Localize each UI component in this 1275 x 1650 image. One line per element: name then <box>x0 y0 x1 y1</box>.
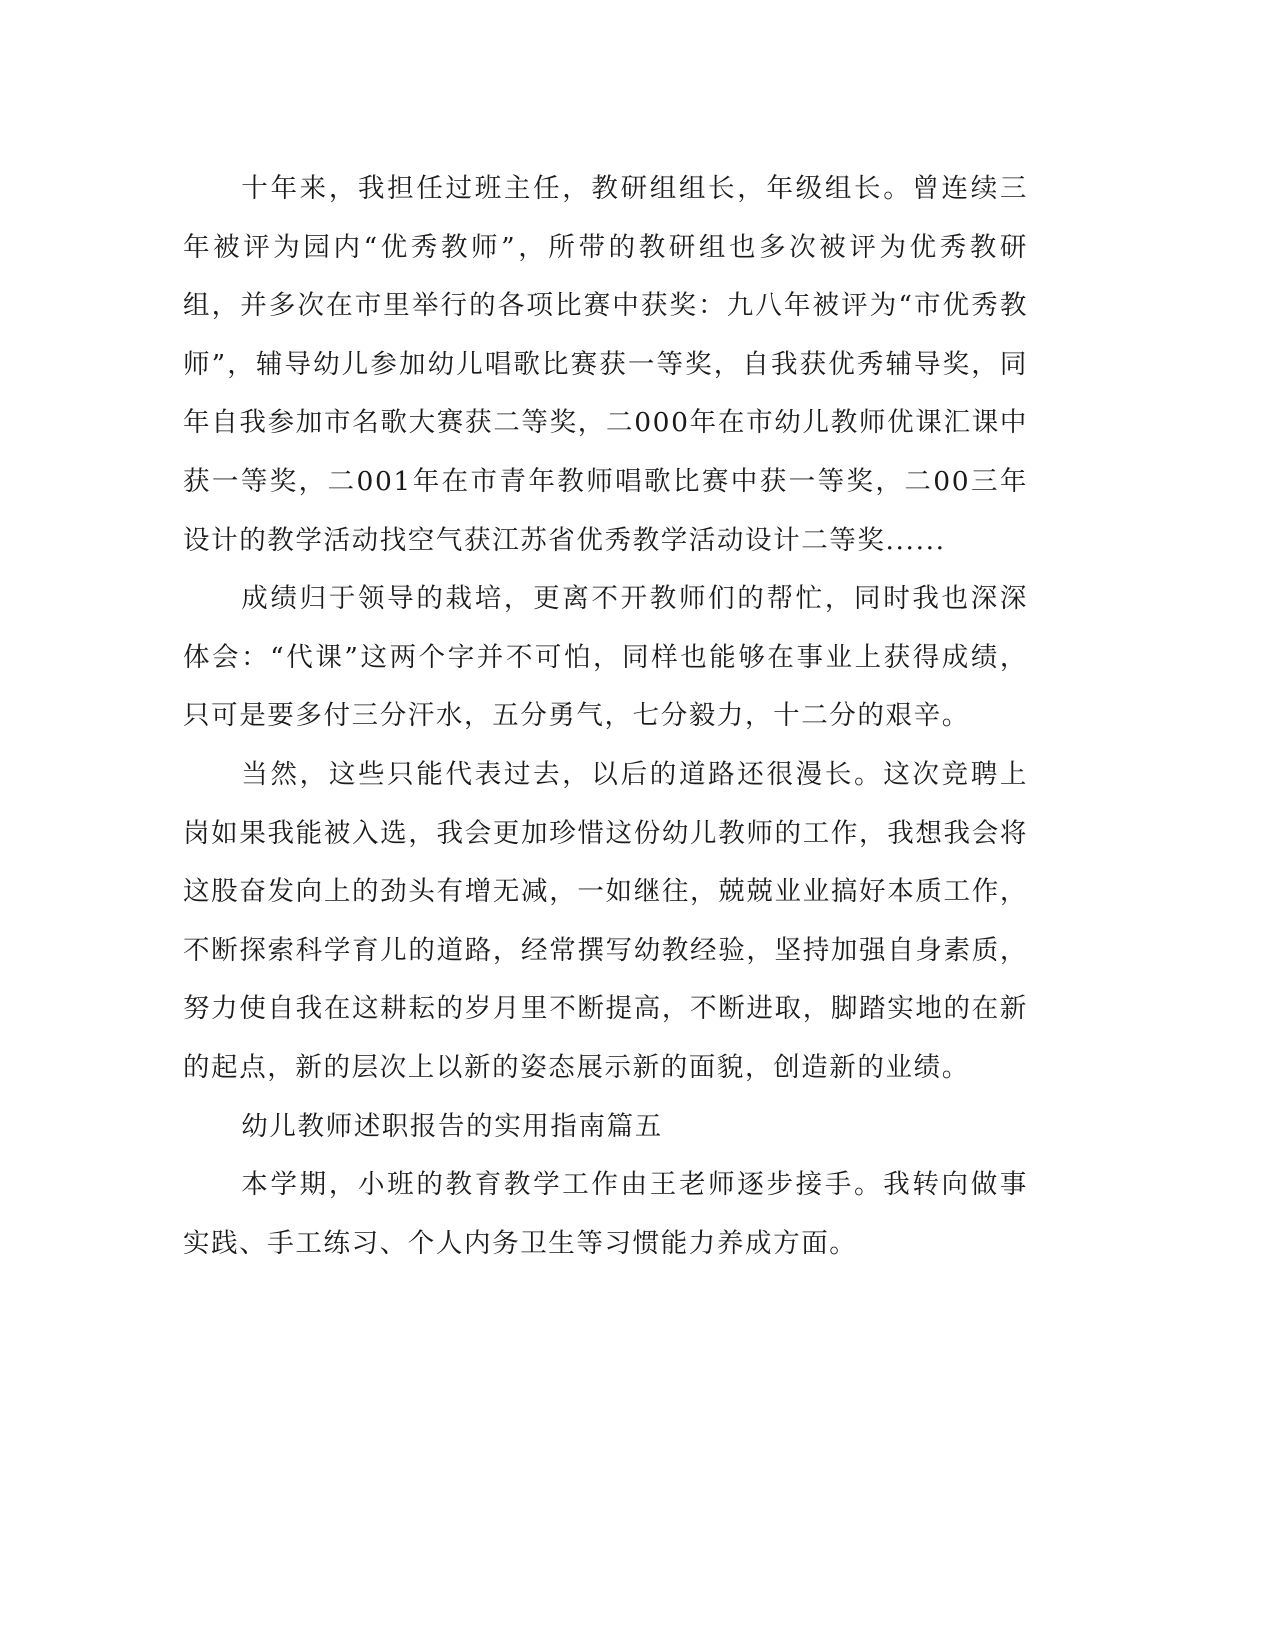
document-body <box>183 160 1028 1273</box>
paragraph-semester: 本学期，小班的教育教学工作由王老师逐步接手。我转向做事实践、手工练习、个人内务卫生等习惯能力养成方面。 <box>183 1169 1028 1259</box>
paragraph-achievements: 十年来，我担任过班主任，教研组组长，年级组长。曾连续三年被评为园内“优秀教师”，所带的教研组也多次被评为优秀教研组，并多次在市里举行的各项比赛中获奖：九八年被评为“市优秀教师”，辅导幼儿参加幼儿唱歌比赛获一等奖，自我获优秀辅导奖，同年自我参加市名歌大赛获二等奖，二000年在市幼儿教师优课汇课中获一等奖，二001年在市青年教师唱歌比赛中获一等奖，二00三年设计的教学活动找空气获江苏省优秀教学活动设计二等奖...... <box>183 173 1028 556</box>
paragraph-future: 当然，这些只能代表过去，以后的道路还很漫长。这次竞聘上岗如果我能被入选，我会更加珍惜这份幼儿教师的工作，我想我会将这股奋发向上的劲头有增无减，一如继往，兢兢业业搞好本质工作，不断探索科学育儿的道路，经常撰写幼教经验，坚持加强自身素质，努力使自我在这耕耘的岁月里不断提高，不断进取，脚踏实地的在新的起点，新的层次上以新的姿态展示新的面貌，创造新的业绩。 <box>183 758 1028 1083</box>
section-heading: 幼儿教师述职报告的实用指南篇五 <box>241 1110 663 1142</box>
paragraph-gratitude: 成绩归于领导的栽培，更离不开教师们的帮忙，同时我也深深体会：“代课”这两个字并不可怕，同样也能够在事业上获得成绩，只可是要多付三分汗水，五分勇气，七分毅力，十二分的艰辛。 <box>183 583 1028 732</box>
